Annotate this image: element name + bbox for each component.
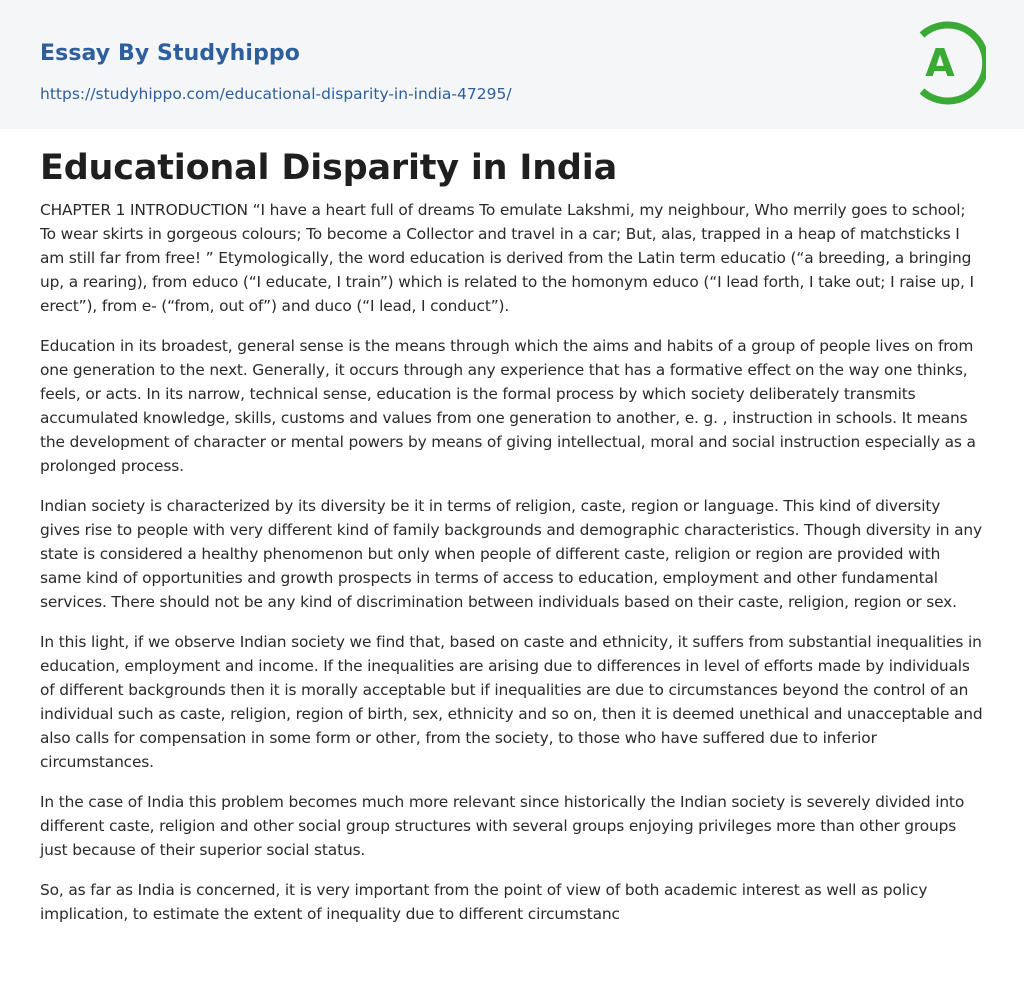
paragraph-5: In the case of India this problem becomes much more relevant since historically the Indian society is severely divided into different caste, religion and other social group structures with several groups enjoying privileges more than other groups just because of their superior social status. (40, 793, 965, 859)
paragraph-3: Indian society is characterized by its diversity be it in terms of religion, caste, region or language. This kind of diversity gives rise to people with very different kind of family backgrounds and demographic characteristics. Though diversity in any state is considered a healthy phenomenon but only when people of different caste, religion or region are provided with same kind of opportunities and growth prospects in terms of access to education, employment and other fundamental services. There should not be any kind of discrimination between individuals based on their caste, religion, region or sex. (40, 497, 982, 611)
article-body (40, 198, 984, 926)
paragraph-6: So, as far as India is concerned, it is very important from the point of view of both academic interest as well as policy implication, to estimate the extent of inequality due to different circumstanc (40, 881, 928, 923)
logo-graphic (912, 20, 986, 106)
site-header (0, 0, 1024, 129)
paragraph-2: Education in its broadest, general sense is the means through which the aims and habits of a group of people lives on from one generation to the next. Generally, it occurs through any experience that has a formative effect on the way one thinks, feels, or acts. In its narrow, technical sense, education is the formal process by which society deliberately transmits accumulated knowledge, skills, customs and values from one generation to another, e. g. , instruction in schools. It means the development of character or mental powers by means of giving intellectual, moral and social instruction especially as a prolonged process. (40, 337, 976, 475)
page (0, 0, 1024, 129)
brand-title[interactable]: Essay By Studyhippo (40, 41, 300, 66)
paragraph-1: CHAPTER 1 INTRODUCTION “I have a heart full of dreams To emulate Lakshmi, my neighbour, Who merrily goes to school; To wear skirts in gorgeous colours; To become a Collector and travel in a car; But, alas, trapped in a heap of matchsticks I am still far from free! ” Etymologically, the word education is derived from the Latin term educatio (“a breeding, a bringing up, a rearing), from educo (“I educate, I train”) which is related to the homonym educo (“I lead forth, I take out; I raise up, I erect”), from e- (“from, out of”) and duco (“I lead, I conduct”). (40, 201, 974, 315)
studyhippo-logo-icon[interactable] (912, 20, 986, 106)
paragraph-4: In this light, if we observe Indian society we find that, based on caste and ethnicity, it suffers from substantial inequalities in education, employment and income. If the inequalities are arising due to differences in level of efforts made by individuals of different backgrounds then it is morally acceptable but if inequalities are due to circumstances beyond the control of an individual such as caste, religion, region of birth, sex, ethnicity and so on, then it is deemed unethical and unacceptable and also calls for compensation in some form or other, from the society, to those who have suffered due to inferior circumstances. (40, 633, 983, 771)
source-url-link[interactable]: https://studyhippo.com/educational-disparity-in-india-47295/ (40, 85, 512, 103)
logo-letter: A (925, 41, 955, 85)
article-title: Educational Disparity in India (40, 148, 617, 188)
